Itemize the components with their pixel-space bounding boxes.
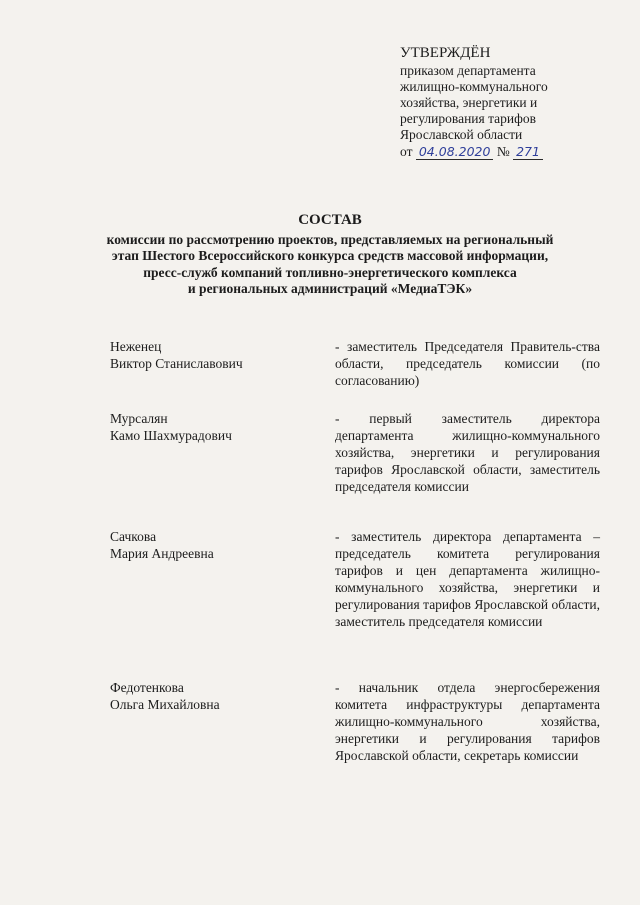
title-heading: СОСТАВ (298, 212, 362, 228)
approval-heading: УТВЕРЖДЁН (400, 45, 491, 61)
title-line: пресс-служб компаний топливно-энергетического комплекса (143, 264, 517, 280)
order-date: 04.08.2020 (416, 145, 494, 160)
member-name (110, 338, 310, 372)
member-surname: Сачкова (110, 529, 157, 544)
approval-line: приказом департамента (400, 63, 536, 78)
approval-line: Ярославской области (400, 127, 523, 142)
member-name (110, 679, 310, 713)
title-line: комиссии по рассмотрению проектов, представляемых на региональный (106, 231, 554, 247)
member-given-names: Мария Андреевна (110, 546, 214, 561)
member-given-names: Ольга Михайловна (110, 697, 220, 712)
member-surname: Федотенкова (110, 680, 184, 695)
member-given-names: Камо Шахмурадович (110, 428, 232, 443)
member-given-names: Виктор Станиславович (110, 356, 243, 371)
approval-stamp (400, 45, 625, 160)
member-role: - заместитель директора департамента – председатель комитета регулирования тарифов и цен департамента жилищно-коммунального хозяйства, энергетики и регулирования тарифов Ярославской области, заместитель председателя комиссии (335, 529, 600, 629)
member-role: - заместитель Председателя Правитель-ства области, председатель комиссии (по согласованию) (335, 339, 600, 388)
approval-line: регулирования тарифов (400, 111, 537, 126)
member-role: - первый заместитель директора департамента жилищно-коммунального хозяйства, энергетики и регулирования тарифов Ярославской области, заместитель председателя комиссии (335, 411, 600, 494)
title-line: и региональных администраций «МедиаТЭК» (187, 281, 473, 296)
member-role: - начальник отдела энергосбережения комитета инфраструктуры департамента жилищно-коммунального хозяйства, энергетики и регулирования тарифов Ярославской области, секретарь комиссии (335, 680, 600, 763)
order-date-number (400, 144, 625, 160)
approval-line: жилищно-коммунального (400, 79, 548, 94)
member-surname: Неженец (110, 339, 162, 354)
order-number: 271 (513, 145, 543, 160)
approval-line: хозяйства, энергетики и (400, 95, 538, 110)
number-prefix: № (496, 144, 510, 159)
member-name (110, 528, 310, 562)
document-title (40, 212, 620, 298)
title-line: этап Шестого Всероссийского конкурса средств массовой информации, (111, 248, 549, 263)
member-surname: Мурсалян (110, 411, 168, 426)
date-prefix: от (400, 144, 413, 159)
member-name (110, 410, 310, 444)
